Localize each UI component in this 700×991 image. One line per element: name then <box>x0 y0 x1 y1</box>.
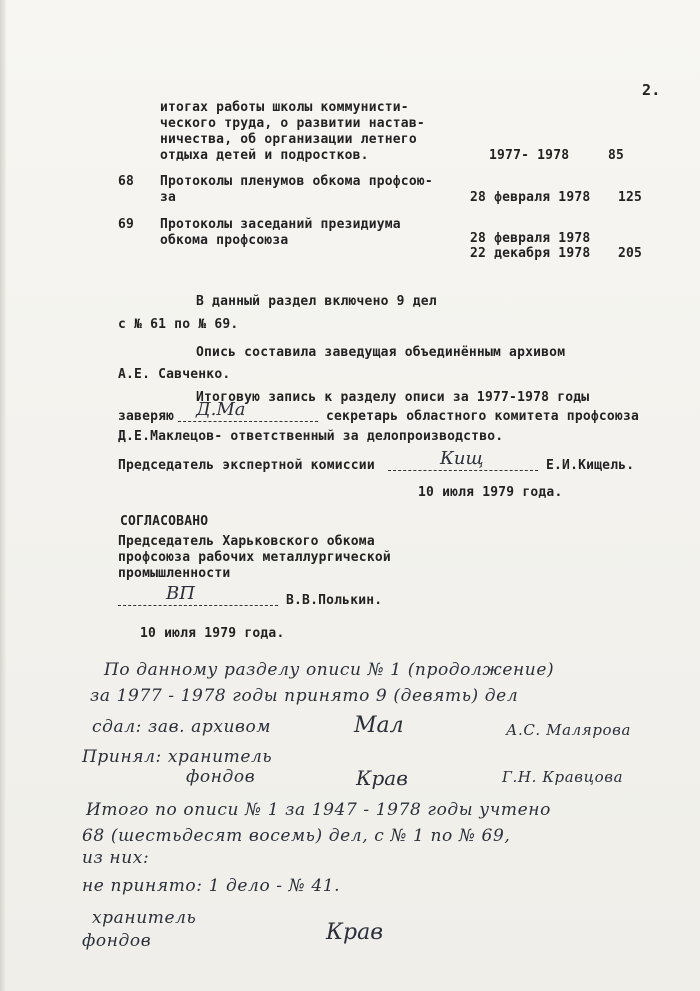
page-number: 2. <box>642 81 661 99</box>
entry-text-line: отдыха детей и подростков. <box>160 148 369 163</box>
certify-text: заверяю <box>118 409 175 424</box>
handwritten-line: из них: <box>82 848 150 868</box>
handwritten-line: фондов <box>82 931 152 951</box>
agreed-date: 10 июля 1979 года. <box>140 626 285 641</box>
entry-text-line: Протоколы пленумов обкома профсою- <box>160 174 433 189</box>
handwritten-name: Г.Н. Кравцова <box>502 768 624 786</box>
entry-text-line: за <box>160 190 177 205</box>
entry-text-line: обкома профсоюза <box>160 233 289 248</box>
compiled-text: А.Е. Савченко. <box>118 367 231 382</box>
agreed-name: В.В.Полькин. <box>286 593 383 608</box>
signature-line <box>178 421 318 422</box>
handwritten-line: не принято: 1 дело - № 41. <box>82 876 341 896</box>
entry-sheets: 125 <box>618 190 643 205</box>
certify-text: Д.Е.Маклецов- ответственный за делопроизводство. <box>118 429 504 444</box>
secretary-signature: Д.Ма <box>196 399 246 420</box>
entry-text-line: ческого труда, о развитии настав- <box>160 116 425 131</box>
entry-dates: 28 февраля 1978 <box>470 190 591 205</box>
entry-dates: 22 декабря 1978 <box>470 246 591 261</box>
handwritten-line: Принял: хранитель <box>82 747 273 767</box>
handwritten-line: сдал: зав. архивом <box>92 717 272 737</box>
archivist-signature: Мал <box>354 713 404 738</box>
summary-text: В данный раздел включено 9 дел <box>196 294 437 309</box>
handwritten-line: хранитель <box>92 908 197 928</box>
handwritten-line: Итого по описи № 1 за 1947 - 1978 годы учтено <box>86 800 551 820</box>
entry-dates: 28 февраля 1978 <box>470 231 591 246</box>
entry-text-line: ничества, об организации летнего <box>160 132 417 147</box>
entry-text-line: Протоколы заседаний президиума <box>160 217 401 232</box>
entry-number: 69 <box>118 217 135 232</box>
summary-text: с № 61 по № 69. <box>118 317 239 332</box>
signature-line <box>388 470 538 471</box>
agreed-text: профсоюза рабочих металлургической <box>118 550 391 565</box>
signature-line <box>118 605 278 606</box>
entry-dates: 1977- 1978 <box>489 148 570 163</box>
handwritten-line: 68 (шестьдесят восемь) дел, с № 1 по № 69, <box>82 826 511 846</box>
commission-date: 10 июля 1979 года. <box>418 485 563 500</box>
entry-number: 68 <box>118 174 135 189</box>
agreed-text: промышленности <box>118 566 231 581</box>
agreed-title: СОГЛАСОВАНО <box>120 514 209 529</box>
agreed-text: Председатель Харьковского обкома <box>118 534 375 549</box>
handwritten-line: По данному разделу описи № 1 (продолжение) <box>104 660 555 680</box>
commission-name: Е.И.Кищель. <box>546 458 635 473</box>
entry-text-line: итогах работы школы коммунисти- <box>160 100 409 115</box>
compiled-text: Опись составила заведущая объединённым архивом <box>196 345 566 360</box>
keeper-signature: Крав <box>326 920 384 945</box>
commission-signature: Кищ <box>440 448 484 469</box>
keeper-signature: Крав <box>356 766 408 790</box>
commission-text: Председатель экспертной комиссии <box>118 458 375 473</box>
handwritten-name: А.С. Малярова <box>506 721 632 739</box>
handwritten-line: за 1977 - 1978 годы принято 9 (девять) дел <box>90 686 519 706</box>
entry-sheets: 205 <box>618 246 643 261</box>
page-edge-shadow <box>0 0 6 991</box>
entry-sheets: 85 <box>608 148 625 163</box>
certify-text: Итоговую запись к разделу описи за 1977-1978 годы <box>196 390 590 405</box>
agreed-signature: ВП <box>166 583 195 604</box>
handwritten-line: фондов <box>186 767 256 787</box>
certify-text: секретарь областного комитета профсоюза <box>326 409 640 424</box>
